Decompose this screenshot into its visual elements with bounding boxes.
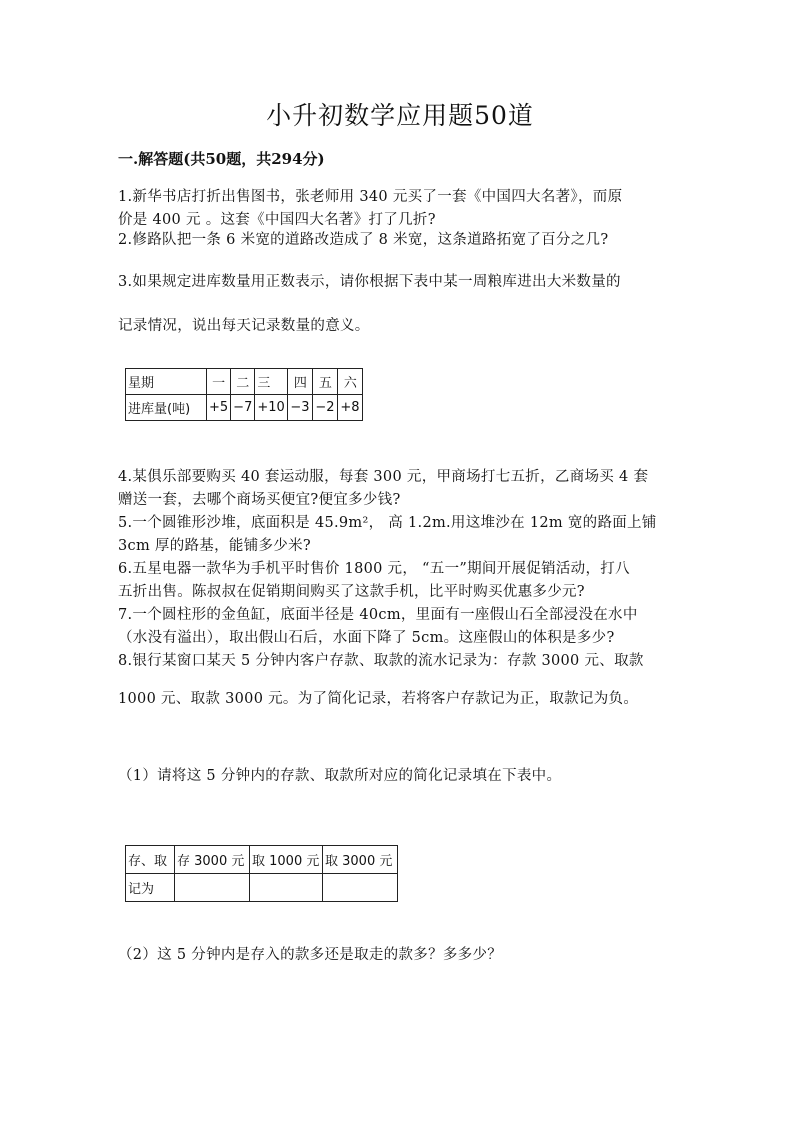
- question-1: [118, 186, 688, 232]
- table-cell: 五: [313, 369, 338, 395]
- table-cell: −3: [288, 395, 313, 421]
- table-cell: 进库量(吨): [126, 395, 207, 421]
- deposit-record-table: [125, 845, 398, 902]
- question-8-part-2: （2）这 5 分钟内是存入的款多还是取走的款多？多多少？: [118, 947, 503, 963]
- question-8-line-1: 8.银行某窗口某天 5 分钟内客户存款、取款的流水记录为：存款 3000 元、取款: [118, 653, 644, 669]
- table-cell: 存、取: [126, 846, 175, 874]
- question-3-line-1: 3.如果规定进库数量用正数表示，请你根据下表中某一周粮库进出大米数量的: [118, 274, 621, 290]
- table-row: [126, 846, 398, 874]
- table-row: [126, 874, 398, 902]
- table-row: [126, 369, 363, 395]
- question-4: [118, 466, 688, 711]
- table-row: [126, 395, 363, 421]
- question-7-line-1: 7.一个圆柱形的金鱼缸，底面半径是 40cm，里面有一座假山石全部浸没在水中: [118, 607, 638, 623]
- question-6-line-1: 6.五星电器一款华为手机平时售价 1800 元， “五一”期间开展促销活动，打八: [118, 561, 630, 577]
- question-6-line-2: 五折出售。陈叔叔在促销期间购买了这款手机，比平时购买优惠多少元?: [118, 584, 585, 600]
- question-2: 2.修路队把一条 6 米宽的道路改造成了 8 米宽，这条道路拓宽了百分之几?: [118, 232, 609, 248]
- table-cell: 取 1000 元: [250, 846, 323, 874]
- table-cell: 存 3000 元: [175, 846, 250, 874]
- question-4-line-1: 4.某俱乐部要购买 40 套运动服，每套 300 元，甲商场打七五折，乙商场买 4 套: [118, 469, 649, 485]
- table-cell: 一: [207, 369, 231, 395]
- table-cell: −7: [231, 395, 255, 421]
- table-cell: 星期: [126, 369, 207, 395]
- table-cell: 记为: [126, 874, 175, 902]
- table-cell: 三: [255, 369, 288, 395]
- table-cell: 取 3000 元: [323, 846, 398, 874]
- table-cell: [323, 874, 398, 902]
- question-3: [118, 271, 688, 338]
- page-title: 小升初数学应用题50道: [266, 101, 534, 130]
- table-cell: +5: [207, 395, 231, 421]
- table-cell: +8: [338, 395, 363, 421]
- table-cell: 二: [231, 369, 255, 395]
- table-cell: 四: [288, 369, 313, 395]
- question-1-line-2: 价是 400 元 。这套《中国四大名著》打了几折?: [118, 212, 436, 228]
- table-cell: −2: [313, 395, 338, 421]
- question-4-line-2: 赠送一套，去哪个商场买便宜?便宜多少钱?: [118, 492, 401, 508]
- grain-record-table: [125, 368, 363, 421]
- question-8-part-1: （1）请将这 5 分钟内的存款、取款所对应的简化记录填在下表中。: [118, 768, 562, 784]
- question-5-line-1: 5.一个圆锥形沙堆，底面积是 45.9m²， 高 1.2m.用这堆沙在 12m 宽的路面上铺: [118, 515, 657, 531]
- section-heading: 一.解答题(共50题，共294分): [118, 150, 325, 168]
- question-5-line-2: 3cm 厚的路基，能铺多少米?: [118, 538, 311, 554]
- table-cell: [175, 874, 250, 902]
- table-cell: +10: [255, 395, 288, 421]
- table-cell: 六: [338, 369, 363, 395]
- question-7-line-2: （水没有溢出），取出假山石后，水面下降了 5cm。这座假山的体积是多少?: [118, 630, 615, 646]
- table-cell: [250, 874, 323, 902]
- question-1-line-1: 1.新华书店打折出售图书，张老师用 340 元买了一套《中国四大名著》，而原: [118, 189, 623, 205]
- question-8-line-2: 1000 元、取款 3000 元。为了简化记录，若将客户存款记为正，取款记为负。: [118, 691, 639, 707]
- question-3-line-2: 记录情况，说出每天记录数量的意义。: [118, 318, 370, 334]
